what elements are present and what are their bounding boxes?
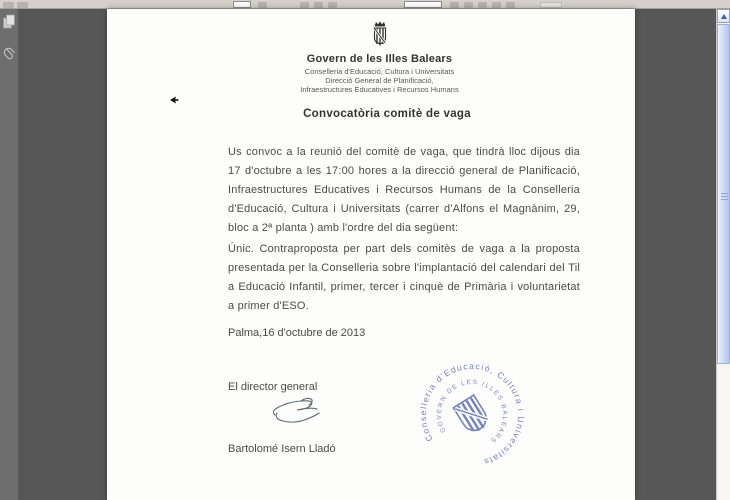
handwritten-signature (267, 395, 329, 432)
toolbar-button-stub[interactable] (258, 2, 267, 8)
toolbar-button-stub[interactable] (506, 2, 515, 8)
document-canvas (18, 9, 716, 500)
stamp-shield-icon (453, 395, 491, 436)
vertical-scrollbar[interactable] (716, 9, 730, 500)
toolbar-button-stub[interactable] (540, 2, 562, 8)
toolbar-button-stub[interactable] (478, 2, 487, 8)
stamp-outer-text: Conselleria d'Educació, Cultura i Universitats (417, 360, 527, 468)
toolbar-button-stub[interactable] (17, 2, 28, 8)
toolbar-button-stub[interactable] (3, 2, 14, 8)
document-title: Convocatòria comitè de vaga (303, 108, 471, 120)
dept-line: Direcció General de Planificació, (325, 76, 434, 85)
dept-line: Conselleria d'Educació, Cultura i Universitats (304, 67, 455, 76)
document-page (107, 9, 635, 500)
scroll-up-button[interactable] (717, 9, 730, 23)
date-line: Palma,16 d'octubre de 2013 (228, 327, 366, 339)
toolbar-button-stub[interactable] (300, 2, 309, 8)
paperclip-icon (3, 45, 16, 67)
signer-role: El director general (228, 381, 318, 393)
official-round-stamp (412, 355, 532, 475)
mouse-cursor (169, 92, 179, 110)
govern-coat-of-arms-logo (212, 20, 547, 52)
org-name: Govern de les Illes Balears (306, 53, 453, 65)
attachments-button[interactable] (0, 44, 18, 68)
page-thumbnails-icon (2, 14, 16, 34)
left-sidebar (0, 9, 18, 500)
dept-line: Infraestructures Educatives i Recursos Humans (300, 85, 459, 94)
page-number-input[interactable] (233, 1, 251, 8)
body-paragraph: Us convoc a la reunió del comitè de vaga, que tindrà lloc dijous dia 17 d'octubre a les 17:00 hores a la direcció general de Planificació, Infraestructures Educatives i Recursos Humans de la Conselleria d'Educació, Cultura i Universitats (carrer d'Alfons el Magnànim, 29, bloc a 2ª planta ) amb l'ordre del dia següent: (228, 146, 580, 234)
stamp-inner-text: GOVERN DE LES ILLES BALEARS (435, 378, 509, 445)
letterhead (212, 20, 547, 94)
toolbar-button-stub[interactable] (314, 2, 323, 8)
toolbar-button-stub[interactable] (328, 2, 337, 8)
zoom-level-input[interactable] (404, 1, 442, 8)
toolbar-button-stub[interactable] (492, 2, 501, 8)
page-thumbnails-button[interactable] (0, 12, 18, 36)
scrollbar-thumb[interactable] (717, 24, 730, 364)
scrollbar-grip (721, 193, 728, 202)
toolbar-button-stub[interactable] (450, 2, 459, 8)
body-paragraph: Únic. Contraproposta per part dels comitès de vaga a la proposta presentada per la Conselleria sobre l'implantació del calendari del Til a Educació Infantil, primer, tercer i cinquè de Primària i voluntarietat a primer d'ESO. (228, 243, 580, 312)
toolbar-button-stub[interactable] (464, 2, 473, 8)
top-toolbar (0, 0, 730, 9)
arrow-up-icon (721, 14, 727, 19)
signer-name: Bartolomé Isern Lladó (228, 443, 336, 455)
